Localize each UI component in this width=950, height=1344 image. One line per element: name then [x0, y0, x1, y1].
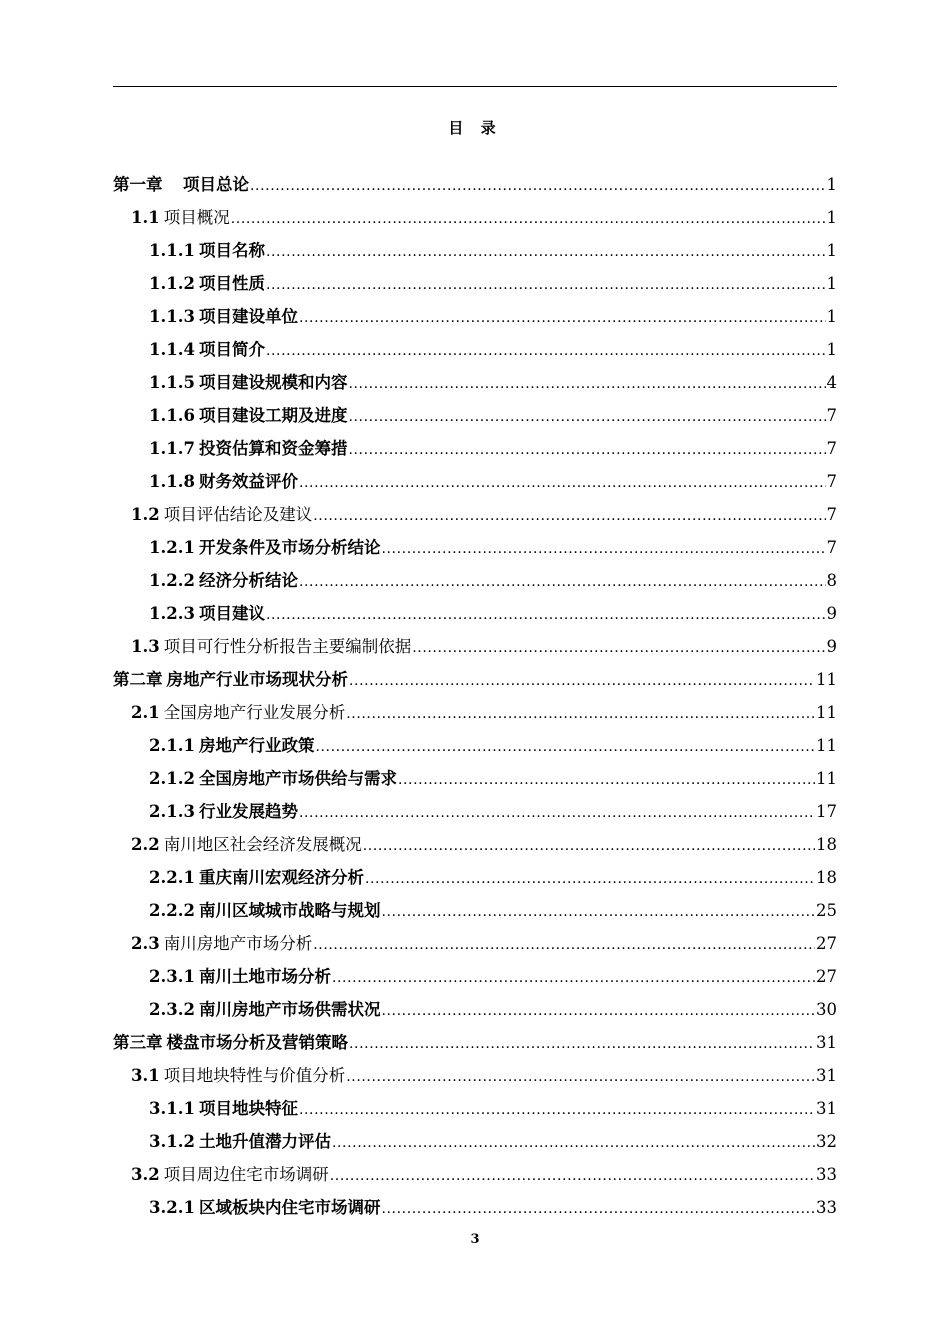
dot-leader	[231, 203, 826, 236]
dot-leader	[299, 467, 826, 500]
toc-entry-number: 1.3	[131, 637, 160, 656]
toc-entry-text: 项目建议	[198, 604, 265, 623]
toc-entry-number: 2.1.3	[149, 802, 195, 821]
dot-leader	[381, 1193, 815, 1226]
toc-entry-page: 11	[816, 703, 837, 722]
toc-entry-label	[149, 531, 380, 564]
toc-entry-label	[149, 1125, 331, 1158]
toc-entry-page: 27	[816, 967, 837, 986]
toc-entry[interactable]	[113, 597, 837, 630]
toc-entry-label	[113, 168, 249, 201]
toc-entry[interactable]	[113, 795, 837, 828]
toc-entry-number: 2.1.1	[149, 736, 195, 755]
toc-entry-number: 1.1.1	[149, 241, 195, 260]
toc-entry-number: 2.3	[131, 934, 160, 953]
toc-entry-text: 南川房地产市场供需状况	[198, 1000, 381, 1019]
toc-entry-label	[149, 432, 347, 465]
dot-leader	[299, 302, 826, 335]
toc-entry-number: 1.2.3	[149, 604, 195, 623]
toc-entry-number: 1.1.3	[149, 307, 195, 326]
toc-entry-label	[149, 960, 331, 993]
toc-entry-number: 第一章	[113, 175, 163, 194]
toc-entry-text: 项目建设工期及进度	[198, 406, 348, 425]
toc-entry-page: 11	[816, 736, 837, 755]
toc-entry-text: 投资估算和资金筹措	[198, 439, 348, 458]
toc-entry-text: 开发条件及市场分析结论	[198, 538, 381, 557]
dot-leader	[266, 599, 826, 632]
dot-leader	[332, 1127, 815, 1160]
toc-entry-text: 项目简介	[198, 340, 265, 359]
toc-entry-page: 31	[816, 1099, 837, 1118]
toc-entry-number: 1.2.1	[149, 538, 195, 557]
toc-entry[interactable]	[113, 861, 837, 894]
toc-entry-label	[149, 399, 347, 432]
dot-leader	[250, 170, 826, 203]
toc-entry-label	[149, 597, 265, 630]
toc-entry[interactable]	[113, 1059, 837, 1092]
toc-entry-label	[149, 1092, 298, 1125]
toc-entry[interactable]	[113, 663, 837, 696]
dot-leader	[381, 533, 825, 566]
toc-entry-number: 1.1.6	[149, 406, 195, 425]
toc-entry-page: 30	[816, 1000, 837, 1019]
toc-entry-label	[149, 894, 380, 927]
toc-entry-label	[149, 300, 298, 333]
toc-entry-text: 项目周边住宅市场调研	[163, 1165, 329, 1184]
toc-entry-number: 1.1.7	[149, 439, 195, 458]
toc-entry-text: 南川房地产市场分析	[163, 934, 313, 953]
table-of-contents	[113, 168, 837, 1224]
header-rule	[113, 86, 837, 87]
toc-entry-text: 项目评估结论及建议	[163, 505, 313, 524]
toc-entry-text: 项目地块特征	[198, 1099, 298, 1118]
dot-leader	[299, 797, 815, 830]
toc-entry-page: 7	[826, 439, 837, 458]
toc-entry-text: 项目名称	[198, 241, 265, 260]
toc-entry-page: 33	[816, 1198, 837, 1217]
toc-entry-page: 9	[826, 637, 837, 656]
dot-leader	[381, 995, 815, 1028]
toc-entry-text: 项目地块特性与价值分析	[163, 1066, 346, 1085]
toc-entry[interactable]	[113, 1191, 837, 1224]
toc-entry-label	[149, 465, 298, 498]
toc-entry-number: 1.1.2	[149, 274, 195, 293]
toc-entry[interactable]	[113, 960, 837, 993]
toc-entry-page: 1	[826, 340, 837, 359]
toc-entry-text: 经济分析结论	[198, 571, 298, 590]
toc-entry[interactable]	[113, 333, 837, 366]
toc-entry[interactable]	[113, 1092, 837, 1125]
toc-entry-label	[131, 1158, 329, 1191]
dot-leader	[346, 1061, 815, 1094]
toc-entry-text: 项目概况	[163, 208, 230, 227]
toc-entry-number: 1.2	[131, 505, 160, 524]
page-number: 3	[470, 1232, 480, 1247]
toc-entry-page: 32	[816, 1132, 837, 1151]
toc-entry-page: 9	[826, 604, 837, 623]
toc-entry-label	[131, 828, 362, 861]
toc-entry-page: 18	[816, 835, 837, 854]
toc-entry-label	[149, 333, 265, 366]
toc-entry[interactable]	[113, 993, 837, 1026]
toc-entry-page: 18	[816, 868, 837, 887]
toc-entry-number: 3.1	[131, 1066, 160, 1085]
toc-entry-label	[149, 795, 298, 828]
toc-entry-page: 11	[816, 769, 837, 788]
toc-entry-page: 1	[826, 175, 837, 194]
toc-entry-page: 31	[816, 1066, 837, 1085]
toc-entry-page: 7	[826, 406, 837, 425]
toc-entry-page: 11	[816, 670, 837, 689]
toc-entry-number: 2.2.1	[149, 868, 195, 887]
toc-entry-label	[149, 234, 265, 267]
toc-entry-page: 25	[816, 901, 837, 920]
dot-leader	[332, 962, 815, 995]
toc-entry-page: 1	[826, 241, 837, 260]
toc-entry-number: 3.1.2	[149, 1132, 195, 1151]
toc-entry-number: 1.1.5	[149, 373, 195, 392]
toc-entry-text: 财务效益评价	[198, 472, 298, 491]
toc-entry[interactable]	[113, 201, 837, 234]
toc-entry-label	[149, 993, 380, 1026]
toc-entry[interactable]	[113, 465, 837, 498]
dot-leader	[412, 632, 825, 665]
dot-leader	[348, 434, 825, 467]
toc-entry-text: 南川土地市场分析	[198, 967, 331, 986]
toc-entry-number: 3.1.1	[149, 1099, 195, 1118]
toc-entry-number: 2.3.1	[149, 967, 195, 986]
toc-entry-number: 1.1.8	[149, 472, 195, 491]
toc-entry[interactable]	[113, 432, 837, 465]
toc-entry-number: 2.1	[131, 703, 160, 722]
toc-entry-number: 第三章	[113, 1033, 163, 1052]
toc-entry[interactable]	[113, 1125, 837, 1158]
page-title: 目 录	[448, 119, 502, 137]
toc-entry-label	[149, 861, 364, 894]
toc-entry-number: 2.3.2	[149, 1000, 195, 1019]
toc-entry[interactable]	[113, 729, 837, 762]
toc-entry-page: 1	[826, 208, 837, 227]
dot-leader	[266, 236, 826, 269]
toc-entry-number: 1.1.4	[149, 340, 195, 359]
toc-entry[interactable]	[113, 399, 837, 432]
toc-entry-page: 8	[826, 571, 837, 590]
toc-entry[interactable]	[113, 1158, 837, 1191]
dot-leader	[365, 863, 815, 896]
toc-entry-page: 17	[816, 802, 837, 821]
toc-entry-page: 7	[826, 538, 837, 557]
toc-entry-number: 2.1.2	[149, 769, 195, 788]
dot-leader	[266, 335, 826, 368]
toc-entry-text: 项目建设规模和内容	[198, 373, 348, 392]
toc-entry-text: 项目总论	[166, 175, 249, 194]
toc-entry-text: 项目建设单位	[198, 307, 298, 326]
toc-entry-page: 1	[826, 307, 837, 326]
toc-entry[interactable]	[113, 168, 837, 201]
toc-entry-text: 区域板块内住宅市场调研	[198, 1198, 381, 1217]
toc-entry[interactable]	[113, 828, 837, 861]
dot-leader	[363, 830, 815, 863]
toc-entry[interactable]	[113, 267, 837, 300]
toc-entry-text: 南川地区社会经济发展概况	[163, 835, 362, 854]
dot-leader	[349, 1028, 815, 1061]
toc-entry-text: 全国房地产行业发展分析	[163, 703, 346, 722]
toc-entry-text: 楼盘市场分析及营销策略	[166, 1033, 348, 1052]
toc-entry-number: 3.2	[131, 1165, 160, 1184]
toc-entry[interactable]	[113, 531, 837, 564]
dot-leader	[313, 500, 825, 533]
toc-entry-label	[149, 1191, 380, 1224]
toc-entry[interactable]	[113, 894, 837, 927]
toc-entry-number: 2.2	[131, 835, 160, 854]
dot-leader	[349, 665, 815, 698]
dot-leader	[348, 401, 825, 434]
dot-leader	[315, 731, 815, 764]
toc-entry-page: 27	[816, 934, 837, 953]
toc-entry-label	[149, 366, 347, 399]
toc-entry-number: 1.1	[131, 208, 160, 227]
dot-leader	[348, 368, 825, 401]
toc-entry-text: 房地产行业市场现状分析	[166, 670, 348, 689]
dot-leader	[266, 269, 826, 302]
toc-entry[interactable]	[113, 498, 837, 531]
toc-entry-label	[149, 729, 314, 762]
toc-entry-label	[149, 564, 298, 597]
toc-entry-page: 1	[826, 274, 837, 293]
toc-entry-text: 行业发展趋势	[198, 802, 298, 821]
toc-entry-label	[113, 663, 348, 696]
dot-leader	[381, 896, 815, 929]
toc-entry-label	[131, 927, 312, 960]
toc-entry[interactable]	[113, 234, 837, 267]
toc-entry-text: 房地产行业政策	[198, 736, 315, 755]
toc-entry-label	[131, 1059, 345, 1092]
toc-entry-text: 重庆南川宏观经济分析	[198, 868, 364, 887]
toc-entry-label	[149, 267, 265, 300]
toc-entry-page: 7	[826, 505, 837, 524]
dot-leader	[330, 1160, 815, 1193]
toc-entry[interactable]	[113, 927, 837, 960]
toc-entry[interactable]	[113, 630, 837, 663]
toc-entry[interactable]	[113, 564, 837, 597]
dot-leader	[346, 698, 815, 731]
toc-entry-page: 31	[816, 1033, 837, 1052]
toc-entry-page: 33	[816, 1165, 837, 1184]
toc-entry-number: 1.2.2	[149, 571, 195, 590]
toc-entry-number: 3.2.1	[149, 1198, 195, 1217]
toc-entry-text: 项目可行性分析报告主要编制依据	[163, 637, 412, 656]
toc-entry[interactable]	[113, 366, 837, 399]
toc-entry-label	[131, 498, 312, 531]
toc-entry-label	[131, 201, 230, 234]
toc-entry[interactable]	[113, 762, 837, 795]
toc-entry-text: 项目性质	[198, 274, 265, 293]
toc-entry-page: 4	[826, 373, 837, 392]
toc-entry-number: 第二章	[113, 670, 163, 689]
toc-entry-text: 土地升值潜力评估	[198, 1132, 331, 1151]
toc-entry[interactable]	[113, 300, 837, 333]
dot-leader	[313, 929, 815, 962]
toc-entry-page: 7	[826, 472, 837, 491]
dot-leader	[299, 566, 826, 599]
toc-entry-label	[149, 762, 397, 795]
toc-entry-label	[131, 630, 411, 663]
toc-entry-text: 南川区域城市战略与规划	[198, 901, 381, 920]
toc-entry[interactable]	[113, 696, 837, 729]
toc-entry-text: 全国房地产市场供给与需求	[198, 769, 397, 788]
toc-entry-label	[131, 696, 345, 729]
toc-entry[interactable]	[113, 1026, 837, 1059]
dot-leader	[398, 764, 815, 797]
dot-leader	[299, 1094, 815, 1127]
toc-entry-label	[113, 1026, 348, 1059]
toc-entry-number: 2.2.2	[149, 901, 195, 920]
